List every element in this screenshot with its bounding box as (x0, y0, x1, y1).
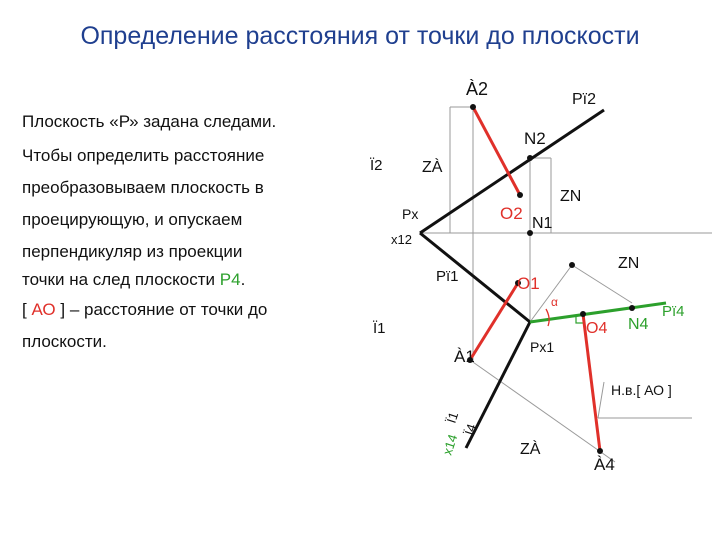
construction-lines (420, 107, 712, 462)
page-title: Определение расстояния от точки до плоскости (80, 22, 640, 50)
text-line-5: перпендикуляр из проекции (22, 242, 243, 261)
label-a2: À2 (466, 79, 489, 99)
point-a2 (470, 104, 476, 110)
label-hv: Н.в.[ АО ] (611, 382, 672, 398)
point-o4 (580, 311, 586, 317)
text-line-6-highlight: Р4 (219, 270, 241, 289)
label-n1: N1 (532, 215, 553, 232)
label-zn-top: ZN (560, 188, 582, 205)
point-a4 (597, 448, 603, 454)
label-pi1-rotated: Ï1 (443, 409, 462, 425)
label-o4: O4 (586, 320, 608, 337)
label-pi2-axis: Ï2 (370, 157, 383, 174)
label-n4: N4 (628, 316, 649, 333)
label-px: Px (402, 206, 419, 222)
alpha-arc (546, 309, 549, 326)
text-line-7-rest: ] – расстояние от точки до (55, 300, 268, 319)
label-n2: N2 (524, 129, 546, 148)
label-p-pi2: Pï2 (572, 91, 597, 108)
text-line-8: плоскости. (22, 332, 107, 351)
label-alpha: α (551, 295, 558, 309)
points (467, 104, 635, 454)
text-line-7-highlight: АО (31, 300, 56, 319)
label-p-pi1: Pï1 (436, 268, 459, 285)
label-a1: À1 (454, 347, 475, 366)
point-n4 (629, 305, 635, 311)
za-new-dimension (470, 360, 615, 462)
label-pi1-axis: Ï1 (373, 320, 386, 337)
label-za-top: ZÀ (422, 159, 443, 176)
text-line-4: проецирующую, и опускаем (22, 210, 243, 229)
point-n2 (527, 155, 533, 161)
text-line-7-open: [ (22, 300, 32, 319)
label-o1: O1 (517, 274, 540, 293)
label-px1: Px1 (530, 339, 555, 355)
point-n-construction (569, 262, 575, 268)
label-x12: x12 (391, 232, 412, 247)
text-line-3: преобразовываем плоскость в (22, 178, 264, 197)
label-x14: x14 (439, 432, 461, 457)
label-pi4-rotated: Ï4 (461, 421, 480, 437)
point-o2 (517, 192, 523, 198)
text-line-1: Плоскость «Р» задана следами. (22, 112, 277, 131)
text-line-2: Чтобы определить расстояние (22, 146, 265, 165)
label-p-pi4: Pï4 (662, 303, 685, 320)
label-za-bottom: ZÀ (520, 441, 541, 458)
hv-leader-line (598, 382, 604, 418)
text-line-6-suffix: . (240, 270, 246, 289)
label-o2: O2 (500, 204, 523, 223)
label-zn-right: ZN (618, 255, 640, 272)
text-line-6-prefix: точки на след плоскости (22, 270, 220, 289)
label-a4: À4 (594, 455, 615, 474)
